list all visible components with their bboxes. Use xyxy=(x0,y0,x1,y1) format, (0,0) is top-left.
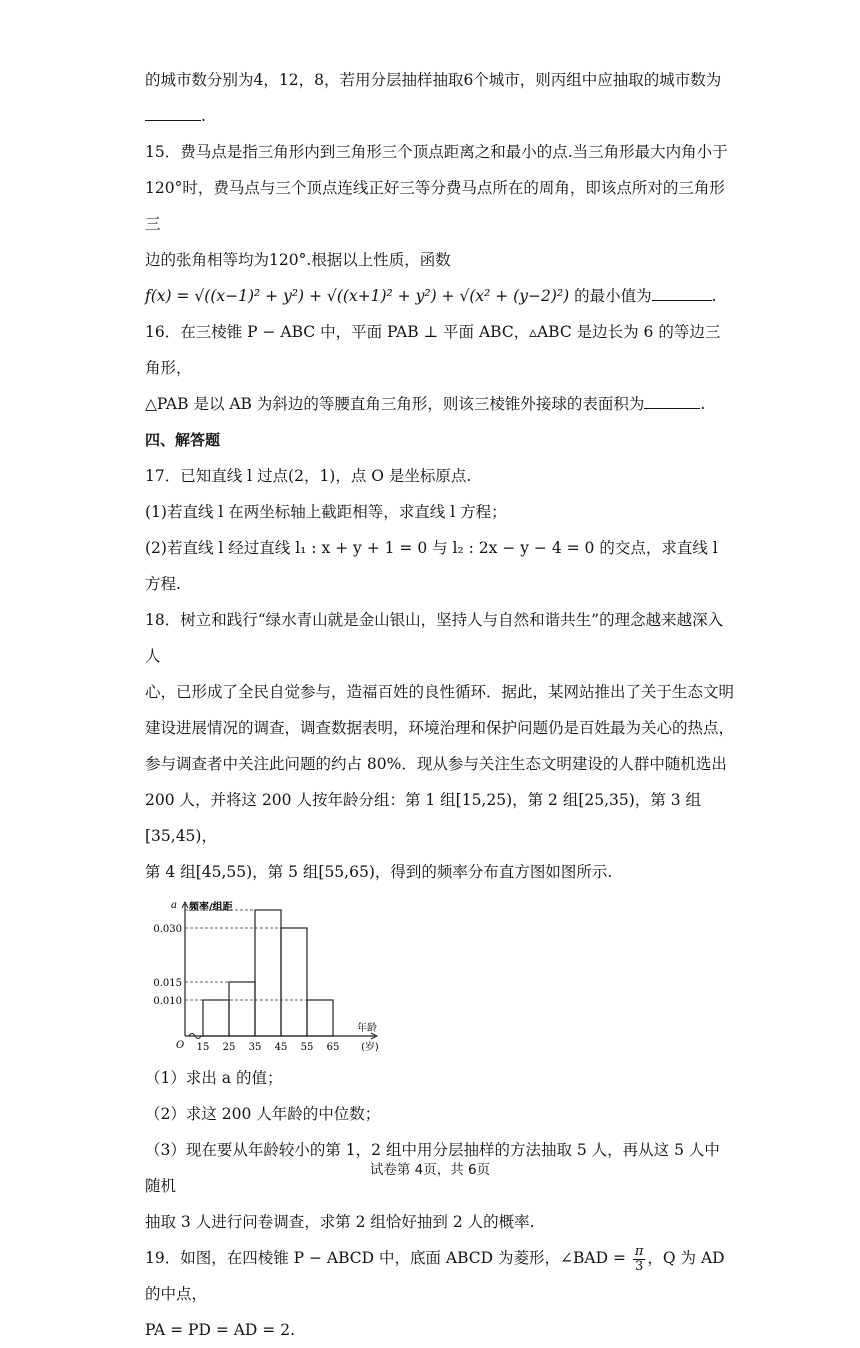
histogram-bar xyxy=(281,928,307,1036)
q15-after: 的最小值为 xyxy=(574,287,652,305)
q18-line6: 第 4 组[45,55)，第 5 组[55,65)，得到的频率分布直方图如图所示. xyxy=(145,863,613,881)
page-footer: 试卷第 4页，共 6页 xyxy=(369,1162,491,1178)
q15-formula: f(x) = √((x−1)² + y²) + √((x+1)² + y²) + √(x² + (y−2)²) xyxy=(145,287,570,305)
histogram-bar xyxy=(307,1000,333,1036)
q15-line2: 120°时，费马点与三个顶点连线正好三等分费马点所在的周角，即该点所对的三角形三 xyxy=(145,179,725,233)
q17-part2: (2)若直线 l 经过直线 l₁ : x + y + 1 = 0 与 l₂ : 2x − y − 4 = 0 的交点，求直线 l 方程. xyxy=(145,539,718,593)
y-tick-label: 0.010 xyxy=(153,996,182,1007)
section-heading: 四、解答题 xyxy=(145,431,221,449)
x-tick-label: 55 xyxy=(300,1042,314,1053)
q15-formula-line xyxy=(145,278,735,314)
q15-tail: . xyxy=(711,287,717,305)
x-tick-label: 65 xyxy=(326,1042,340,1053)
q18-sub1: （1）求出 a 的值； xyxy=(145,1069,283,1087)
y-axis-title: 频率/组距 xyxy=(189,902,233,913)
x-tick-label: 35 xyxy=(248,1042,262,1053)
q15-line3: 边的张角相等均为120°.根据以上性质，函数 xyxy=(145,251,451,269)
histogram-bar xyxy=(229,982,255,1036)
frequency-histogram xyxy=(145,896,379,1056)
q17-part1: (1)若直线 l 在两坐标轴上截距相等，求直线 l 方程； xyxy=(145,503,507,521)
q19-line2: PA = PD = AD = 2. xyxy=(145,1321,295,1339)
x-unit-label: (岁) xyxy=(361,1042,379,1053)
q14-text: 的城市数分别为4，12，8，若用分层抽样抽取6个城市，则丙组中应抽取的城市数为 xyxy=(145,71,722,89)
q17-stem: 17．已知直线 l 过点(2，1)，点 O 是坐标原点. xyxy=(145,467,472,485)
x-tick-label: 45 xyxy=(274,1042,288,1053)
q18-line5: 200 人，并将这 200 人按年龄分组：第 1 组[15,25)，第 2 组[25,35)，第 3 组[35,45)， xyxy=(145,791,702,845)
histogram-bar xyxy=(203,1000,229,1036)
q19-text-a: 19．如图，在四棱锥 P − ABCD 中，底面 ABCD 为菱形，∠BAD = xyxy=(145,1249,626,1267)
q19-line1 xyxy=(145,1240,735,1312)
histogram-figure xyxy=(145,896,735,1056)
a-label: a xyxy=(171,900,177,911)
y-tick-label: 0.030 xyxy=(153,924,182,935)
q18-sub3b: 抽取 3 人进行问卷调查，求第 2 组恰好抽到 2 人的概率. xyxy=(145,1213,535,1231)
histogram-bar xyxy=(255,910,281,1036)
q18-line3: 建设进展情况的调查，调查数据表明，环境治理和保护问题仍是百姓最为关心的热点， xyxy=(145,719,735,737)
q18-sub2: （2）求这 200 人年龄的中位数； xyxy=(145,1105,381,1123)
y-tick-label: 0.015 xyxy=(153,978,182,989)
fraction-numerator: π xyxy=(634,1243,644,1259)
x-tick-label: 15 xyxy=(196,1042,210,1053)
origin-label: O xyxy=(176,1040,185,1051)
q18-line2: 心，已形成了全民自觉参与，造福百姓的良性循环．据此，某网站推出了关于生态文明 xyxy=(145,683,735,701)
q18-line4: 参与调查者中关注此问题的约占 80%．现从参与关注生态文明建设的人群中随机选出 xyxy=(145,755,727,773)
x-axis-title: 年龄 xyxy=(357,1023,377,1034)
q18-line1: 18．树立和践行“绿水青山就是金山银山，坚持人与自然和谐共生”的理念越来越深入人 xyxy=(145,611,724,665)
exam-page xyxy=(145,62,735,1348)
q16-tail: . xyxy=(700,395,706,413)
q15-line1: 15．费马点是指三角形内到三角形三个顶点距离之和最小的点.当三角形最大内角小于 xyxy=(145,143,728,161)
fraction-denominator: 3 xyxy=(635,1258,644,1274)
q14-answer-line xyxy=(145,98,735,134)
q16-line2 xyxy=(145,386,735,422)
x-tick-label: 25 xyxy=(222,1042,236,1053)
q14-tail: . xyxy=(201,107,206,125)
q16-line1: 16．在三棱锥 P − ABC 中，平面 PAB ⊥ 平面 ABC，▵ABC 是边长为 6 的等边三角形， xyxy=(145,323,721,377)
q14-continuation xyxy=(145,62,735,98)
q16-text: △PAB 是以 AB 为斜边的等腰直角三角形，则该三棱锥外接球的表面积为 xyxy=(145,395,645,413)
answer-blank-q14[interactable] xyxy=(145,102,201,121)
q18-sub3a: （3）现在要从年龄较小的第 1，2 组中用分层抽样的方法抽取 5 人，再从这 5 人中随机 xyxy=(145,1141,720,1195)
answer-blank-q15[interactable] xyxy=(652,282,712,301)
q19-text-b: ，Q 为 AD 的中点， xyxy=(145,1249,725,1303)
answer-blank-q16[interactable] xyxy=(644,390,700,409)
angle-fraction xyxy=(633,1245,646,1274)
